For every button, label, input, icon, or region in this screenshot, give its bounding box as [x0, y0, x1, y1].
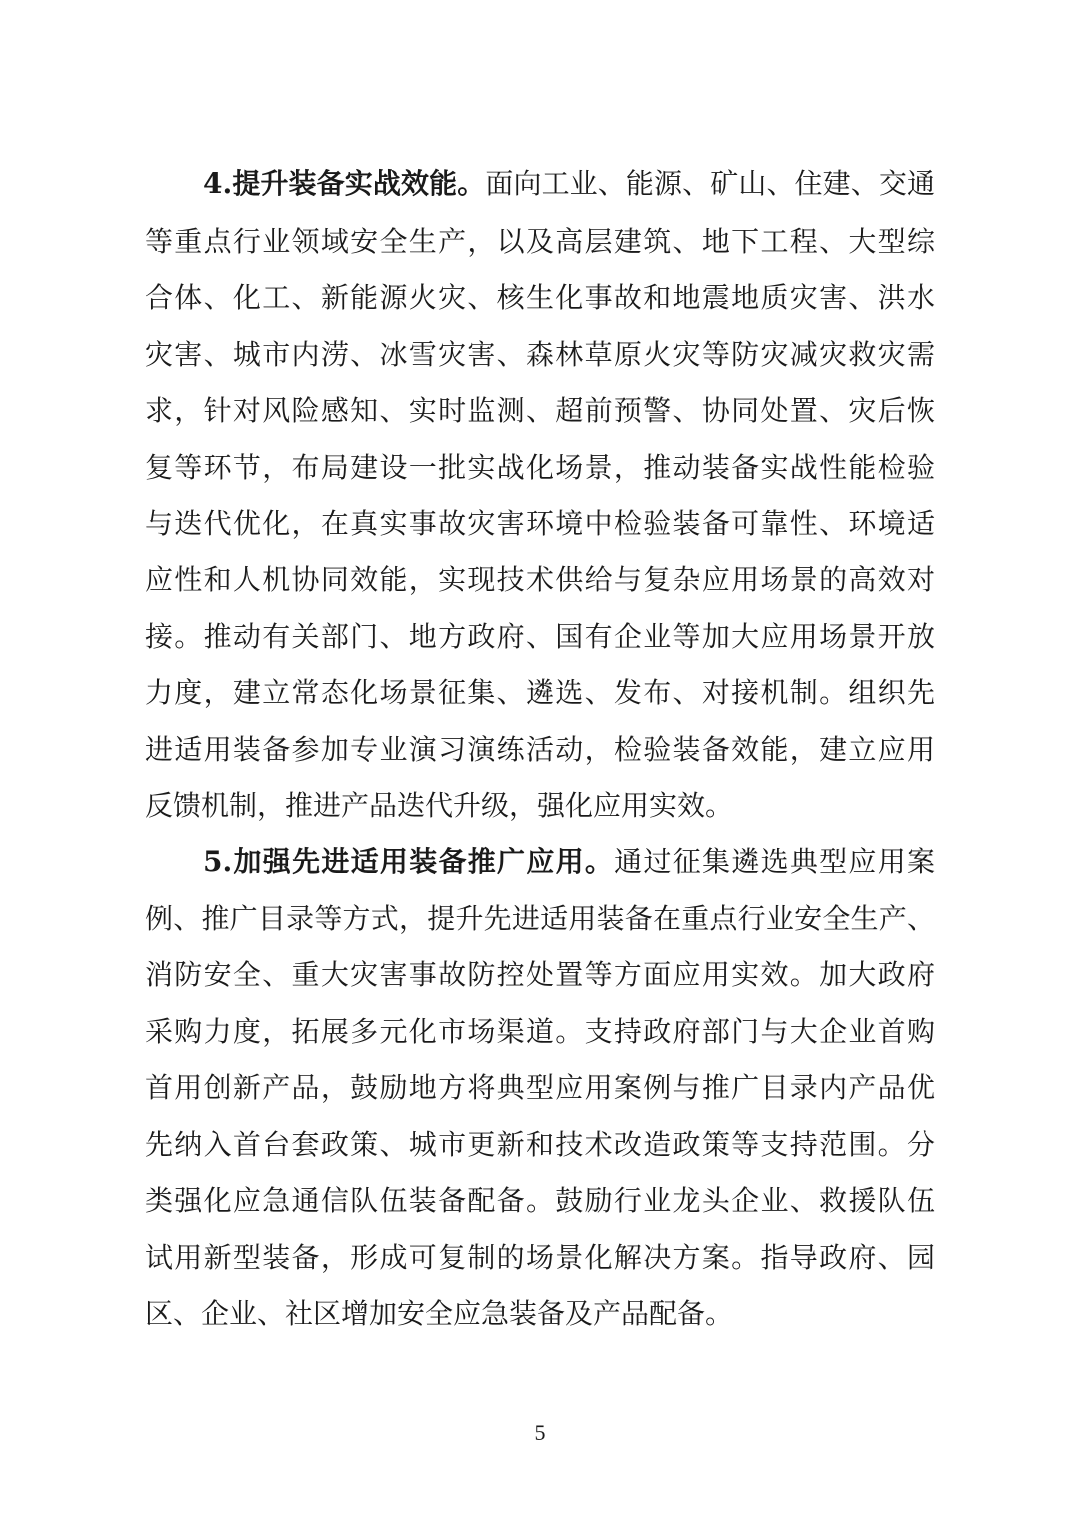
paragraph-4-text: 面向工业、能源、矿山、住建、交通 [485, 167, 935, 200]
paragraph-4-line-1 [203, 164, 935, 204]
paragraph-4-line-4: 灾害、城市内涝、冰雪灾害、森林草原火灾等防灾减灾救灾需 [145, 338, 935, 371]
paragraph-4-line-10: 力度，建立常态化场景征集、遴选、发布、对接机制。组织先 [145, 676, 935, 709]
paragraph-5-line-2: 例、推广目录等方式，提升先进适用装备在重点行业安全生产、 [145, 902, 935, 935]
paragraph-5-line-9: 区、企业、社区增加安全应急装备及产品配备。 [145, 1297, 734, 1330]
paragraph-4-heading: 4.提升装备实战效能。 [203, 167, 486, 200]
paragraph-4-line-11: 进适用装备参加专业演习演练活动，检验装备效能，建立应用 [145, 733, 935, 766]
paragraph-4-line-6: 复等环节，布局建设一批实战化场景，推动装备实战性能检验 [145, 451, 935, 484]
paragraph-4-line-2: 等重点行业领域安全生产，以及高层建筑、地下工程、大型综 [145, 225, 935, 258]
paragraph-5-line-7: 类强化应急通信队伍装备配备。鼓励行业龙头企业、救援队伍 [145, 1184, 935, 1217]
paragraph-4-line-12: 反馈机制，推进产品迭代升级，强化应用实效。 [145, 789, 734, 822]
paragraph-4-line-7: 与迭代优化，在真实事故灾害环境中检验装备可靠性、环境适 [145, 507, 935, 540]
paragraph-5-heading: 5.加强先进适用装备推广应用。 [203, 845, 615, 878]
paragraph-4-line-3: 合体、化工、新能源火灾、核生化事故和地震地质灾害、洪水 [145, 281, 935, 314]
paragraph-4-line-9: 接。推动有关部门、地方政府、国有企业等加大应用场景开放 [145, 620, 935, 653]
paragraph-5-line-4: 采购力度，拓展多元化市场渠道。支持政府部门与大企业首购 [145, 1015, 935, 1048]
paragraph-4-line-8: 应性和人机协同效能，实现技术供给与复杂应用场景的高效对 [145, 563, 935, 596]
paragraph-5-line-5: 首用创新产品，鼓励地方将典型应用案例与推广目录内产品优 [145, 1071, 935, 1104]
paragraph-4-line-5: 求，针对风险感知、实时监测、超前预警、协同处置、灾后恢 [145, 394, 935, 427]
paragraph-5-line-3: 消防安全、重大灾害事故防控处置等方面应用实效。加大政府 [145, 958, 935, 991]
page-number: 5 [534, 1420, 546, 1445]
paragraph-5-line-6: 先纳入首台套政策、城市更新和技术改造政策等支持范围。分 [145, 1128, 935, 1161]
paragraph-5-text: 通过征集遴选典型应用案 [614, 845, 935, 878]
paragraph-5-line-1 [203, 842, 935, 882]
paragraph-5-line-8: 试用新型装备，形成可复制的场景化解决方案。指导政府、园 [145, 1241, 935, 1274]
